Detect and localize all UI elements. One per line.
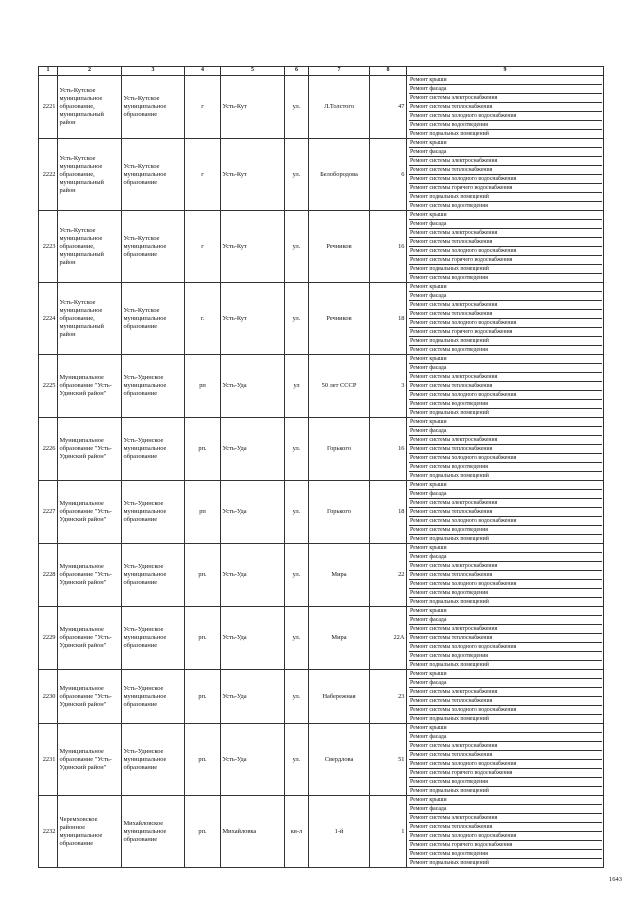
street-name: Мира — [309, 607, 370, 670]
street-name: 1-й — [309, 796, 370, 868]
row-number: 2222 — [39, 139, 58, 211]
street-name: Л.Толстого — [309, 76, 370, 139]
work-item: Ремонт крыши — [410, 419, 447, 425]
place-type: рп — [185, 481, 221, 544]
table-row — [39, 418, 604, 481]
place-name: Усть-Уда — [221, 355, 285, 418]
street-type: ул — [285, 355, 309, 418]
work-item: Ремонт фасада — [409, 426, 602, 435]
table-body — [39, 76, 604, 868]
works-list — [407, 544, 604, 607]
work-item: Ремонт системы горячего водоснабжения — [409, 255, 602, 264]
municipality-name: Усть-Удинское муниципальное образование — [122, 355, 185, 418]
region-name: Муниципальное образование "Усть-Удинский район" — [58, 670, 122, 724]
work-item: Ремонт системы электроснабжения — [409, 372, 602, 381]
table-row — [39, 544, 604, 607]
street-name: Речников — [309, 283, 370, 355]
work-item: Ремонт системы холодного водоснабжения — [409, 453, 602, 462]
place-name: Усть-Кут — [221, 139, 285, 211]
municipality-name: Усть-Удинское муниципальное образование — [122, 544, 185, 607]
row-number: 2225 — [39, 355, 58, 418]
work-item: Ремонт подвальных помещений — [409, 264, 602, 273]
works-list — [407, 211, 604, 283]
table-row — [39, 670, 604, 724]
work-item: Ремонт фасада — [409, 84, 602, 93]
work-item: Ремонт крыши — [410, 725, 447, 731]
work-item: Ремонт фасада — [409, 489, 602, 498]
register-table — [38, 66, 604, 868]
work-item: Ремонт системы электроснабжения — [409, 156, 602, 165]
work-item: Ремонт фасада — [409, 732, 602, 741]
work-item: Ремонт системы теплоснабжения — [409, 696, 602, 705]
work-item: Ремонт крыши — [410, 545, 447, 551]
works-list — [407, 724, 604, 796]
page-number: 1643 — [609, 876, 622, 883]
work-item: Ремонт фасада — [409, 147, 602, 156]
place-name: Усть-Кут — [221, 211, 285, 283]
column-header-3: 3 — [122, 67, 185, 76]
work-item: Ремонт подвальных помещений — [409, 786, 602, 795]
work-item: Ремонт фасада — [409, 678, 602, 687]
region-name: Муниципальное образование "Усть-Удинский район" — [58, 607, 122, 670]
column-header-5: 5 — [221, 67, 285, 76]
region-name: Черемховское районное муниципальное образование — [58, 796, 122, 868]
work-item: Ремонт системы водоотведения — [409, 651, 602, 660]
municipality-name: Усть-Удинское муниципальное образование — [122, 607, 185, 670]
house-number: 22 — [370, 544, 407, 607]
work-item: Ремонт системы холодного водоснабжения — [409, 318, 602, 327]
work-item: Ремонт подвальных помещений — [409, 129, 602, 138]
municipality-name: Усть-Кутское муниципальное образование — [122, 76, 185, 139]
work-item: Ремонт крыши — [410, 212, 447, 218]
work-item: Ремонт фасада — [409, 291, 602, 300]
work-item: Ремонт системы электроснабжения — [409, 561, 602, 570]
place-type: г. — [185, 283, 221, 355]
work-item: Ремонт фасада — [409, 552, 602, 561]
region-name: Усть-Кутское муниципальное образование, муниципальный район — [58, 211, 122, 283]
municipality-name: Усть-Удинское муниципальное образование — [122, 670, 185, 724]
table-row — [39, 211, 604, 283]
street-type: ул. — [285, 481, 309, 544]
column-header-8: 8 — [370, 67, 407, 76]
municipality-name: Усть-Кутское муниципальное образование — [122, 211, 185, 283]
street-name: Горького — [309, 418, 370, 481]
street-type: ул. — [285, 544, 309, 607]
municipality-name: Усть-Кутское муниципальное образование — [122, 139, 185, 211]
place-type: рп. — [185, 724, 221, 796]
work-item: Ремонт системы холодного водоснабжения — [409, 516, 602, 525]
work-item: Ремонт подвальных помещений — [409, 714, 602, 723]
place-name: Михайловка — [221, 796, 285, 868]
works-list — [407, 670, 604, 724]
work-item: Ремонт подвальных помещений — [409, 597, 602, 606]
house-number: 18 — [370, 283, 407, 355]
street-type: ул. — [285, 418, 309, 481]
table-row — [39, 76, 604, 139]
work-item: Ремонт системы холодного водоснабжения — [409, 390, 602, 399]
street-name: Белобородова — [309, 139, 370, 211]
work-item: Ремонт системы теплоснабжения — [409, 822, 602, 831]
table-row — [39, 724, 604, 796]
municipality-name: Усть-Кутское муниципальное образование — [122, 283, 185, 355]
municipality-name: Усть-Удинское муниципальное образование — [122, 481, 185, 544]
work-item: Ремонт системы холодного водоснабжения — [409, 579, 602, 588]
work-item: Ремонт системы водоотведения — [409, 777, 602, 786]
column-header-6: 6 — [285, 67, 309, 76]
place-type: г — [185, 139, 221, 211]
work-item: Ремонт системы электроснабжения — [409, 741, 602, 750]
table-row — [39, 283, 604, 355]
work-item: Ремонт системы электроснабжения — [409, 435, 602, 444]
street-name: Речников — [309, 211, 370, 283]
street-type: ул. — [285, 607, 309, 670]
column-header-2: 2 — [58, 67, 122, 76]
work-item: Ремонт системы холодного водоснабжения — [409, 705, 602, 714]
region-name: Усть-Кутское муниципальное образование, муниципальный район — [58, 76, 122, 139]
table-row — [39, 355, 604, 418]
works-list — [407, 283, 604, 355]
work-item: Ремонт системы теплоснабжения — [409, 102, 602, 111]
row-number: 2229 — [39, 607, 58, 670]
work-item: Ремонт системы теплоснабжения — [409, 165, 602, 174]
street-type: ул. — [285, 211, 309, 283]
region-name: Муниципальное образование "Усть-Удинский район" — [58, 724, 122, 796]
work-item: Ремонт системы теплоснабжения — [409, 570, 602, 579]
municipality-name: Усть-Удинское муниципальное образование — [122, 724, 185, 796]
work-item: Ремонт крыши — [410, 77, 447, 83]
work-item: Ремонт крыши — [410, 482, 447, 488]
works-list — [407, 481, 604, 544]
table-header — [39, 67, 604, 76]
row-number: 2223 — [39, 211, 58, 283]
work-item: Ремонт подвальных помещений — [409, 192, 602, 201]
work-item: Ремонт системы горячего водоснабжения — [409, 183, 602, 192]
street-type: ул. — [285, 76, 309, 139]
table-row — [39, 607, 604, 670]
work-item: Ремонт системы электроснабжения — [409, 498, 602, 507]
work-item: Ремонт системы горячего водоснабжения — [409, 768, 602, 777]
work-item: Ремонт крыши — [410, 608, 447, 614]
work-item: Ремонт крыши — [410, 284, 447, 290]
place-name: Усть-Кут — [221, 76, 285, 139]
work-item: Ремонт системы водоотведения — [409, 588, 602, 597]
row-number: 2230 — [39, 670, 58, 724]
work-item: Ремонт системы холодного водоснабжения — [409, 174, 602, 183]
work-item: Ремонт системы электроснабжения — [409, 813, 602, 822]
place-name: Усть-Уда — [221, 418, 285, 481]
street-type: ул. — [285, 283, 309, 355]
house-number: 16 — [370, 418, 407, 481]
table-row — [39, 796, 604, 868]
work-item: Ремонт системы горячего водоснабжения — [409, 327, 602, 336]
place-name: Усть-Уда — [221, 724, 285, 796]
street-name: Горького — [309, 481, 370, 544]
column-header-4: 4 — [185, 67, 221, 76]
work-item: Ремонт системы электроснабжения — [409, 300, 602, 309]
works-list — [407, 796, 604, 868]
place-type: рп. — [185, 544, 221, 607]
work-item: Ремонт системы холодного водоснабжения — [409, 759, 602, 768]
row-number: 2227 — [39, 481, 58, 544]
column-header-1: 1 — [39, 67, 58, 76]
house-number: 23 — [370, 670, 407, 724]
place-name: Усть-Уда — [221, 544, 285, 607]
row-number: 2232 — [39, 796, 58, 868]
table-row — [39, 139, 604, 211]
place-name: Усть-Кут — [221, 283, 285, 355]
work-item: Ремонт системы холодного водоснабжения — [409, 642, 602, 651]
work-item: Ремонт подвальных помещений — [409, 336, 602, 345]
work-item: Ремонт крыши — [410, 140, 447, 146]
house-number: 22А — [370, 607, 407, 670]
work-item: Ремонт фасада — [409, 615, 602, 624]
place-type: г — [185, 76, 221, 139]
column-header-9: 9 — [407, 67, 604, 76]
column-header-7: 7 — [309, 67, 370, 76]
work-item: Ремонт системы водоотведения — [409, 399, 602, 408]
street-type: ул. — [285, 139, 309, 211]
house-number: 3 — [370, 355, 407, 418]
street-type: кв-л — [285, 796, 309, 868]
region-name: Муниципальное образование "Усть-Удинский район" — [58, 481, 122, 544]
works-list — [407, 418, 604, 481]
row-number: 2231 — [39, 724, 58, 796]
work-item: Ремонт системы электроснабжения — [409, 93, 602, 102]
work-item: Ремонт подвальных помещений — [409, 471, 602, 480]
work-item: Ремонт системы водоотведения — [409, 201, 602, 210]
works-list — [407, 355, 604, 418]
street-name: 50 лет СССР — [309, 355, 370, 418]
work-item: Ремонт крыши — [410, 356, 447, 362]
work-item: Ремонт крыши — [410, 671, 447, 677]
work-item: Ремонт системы водоотведения — [409, 462, 602, 471]
street-type: ул. — [285, 724, 309, 796]
row-number: 2226 — [39, 418, 58, 481]
region-name: Усть-Кутское муниципальное образование, муниципальный район — [58, 139, 122, 211]
work-item: Ремонт системы водоотведения — [409, 345, 602, 354]
work-item: Ремонт системы водоотведения — [409, 120, 602, 129]
street-name: Набережная — [309, 670, 370, 724]
work-item: Ремонт подвальных помещений — [409, 660, 602, 669]
place-type: рп. — [185, 796, 221, 868]
house-number: 18 — [370, 481, 407, 544]
municipality-name: Усть-Удинское муниципальное образование — [122, 418, 185, 481]
work-item: Ремонт системы теплоснабжения — [409, 444, 602, 453]
place-type: рп. — [185, 607, 221, 670]
work-item: Ремонт фасада — [409, 219, 602, 228]
work-item: Ремонт системы водоотведения — [409, 849, 602, 858]
house-number: 6 — [370, 139, 407, 211]
region-name: Муниципальное образование "Усть-Удинский район" — [58, 355, 122, 418]
work-item: Ремонт фасада — [409, 363, 602, 372]
work-item: Ремонт системы холодного водоснабжения — [409, 246, 602, 255]
works-list — [407, 139, 604, 211]
street-type: ул. — [285, 670, 309, 724]
work-item: Ремонт системы теплоснабжения — [409, 507, 602, 516]
work-item: Ремонт подвальных помещений — [409, 408, 602, 417]
work-item: Ремонт системы водоотведения — [409, 525, 602, 534]
work-item: Ремонт системы водоотведения — [409, 273, 602, 282]
row-number: 2224 — [39, 283, 58, 355]
place-type: рп. — [185, 418, 221, 481]
work-item: Ремонт подвальных помещений — [409, 534, 602, 543]
work-item: Ремонт системы электроснабжения — [409, 228, 602, 237]
work-item: Ремонт системы теплоснабжения — [409, 309, 602, 318]
place-type: рп. — [185, 670, 221, 724]
region-name: Муниципальное образование "Усть-Удинский район" — [58, 418, 122, 481]
work-item: Ремонт системы теплоснабжения — [409, 237, 602, 246]
house-number: 47 — [370, 76, 407, 139]
work-item: Ремонт системы теплоснабжения — [409, 750, 602, 759]
work-item: Ремонт подвальных помещений — [409, 858, 602, 867]
house-number: 51 — [370, 724, 407, 796]
street-name: Свердлова — [309, 724, 370, 796]
work-item: Ремонт системы электроснабжения — [409, 624, 602, 633]
house-number: 1 — [370, 796, 407, 868]
place-type: рп — [185, 355, 221, 418]
work-item: Ремонт фасада — [409, 804, 602, 813]
work-item: Ремонт системы горячего водоснабжения — [409, 840, 602, 849]
work-item: Ремонт системы холодного водоснабжения — [409, 111, 602, 120]
work-item: Ремонт системы холодного водоснабжения — [409, 831, 602, 840]
house-number: 16 — [370, 211, 407, 283]
work-item: Ремонт системы теплоснабжения — [409, 633, 602, 642]
municipality-name: Михайловское муниципальное образование — [122, 796, 185, 868]
row-number: 2221 — [39, 76, 58, 139]
place-name: Усть-Уда — [221, 670, 285, 724]
place-name: Усть-Уда — [221, 607, 285, 670]
region-name: Усть-Кутское муниципальное образование, муниципальный район — [58, 283, 122, 355]
region-name: Муниципальное образование "Усть-Удинский район" — [58, 544, 122, 607]
works-list — [407, 607, 604, 670]
row-number: 2228 — [39, 544, 58, 607]
place-name: Усть-Уда — [221, 481, 285, 544]
work-item: Ремонт системы электроснабжения — [409, 687, 602, 696]
works-list — [407, 76, 604, 139]
street-name: Мира — [309, 544, 370, 607]
work-item: Ремонт системы теплоснабжения — [409, 381, 602, 390]
table-row — [39, 481, 604, 544]
work-item: Ремонт крыши — [410, 797, 447, 803]
place-type: г — [185, 211, 221, 283]
